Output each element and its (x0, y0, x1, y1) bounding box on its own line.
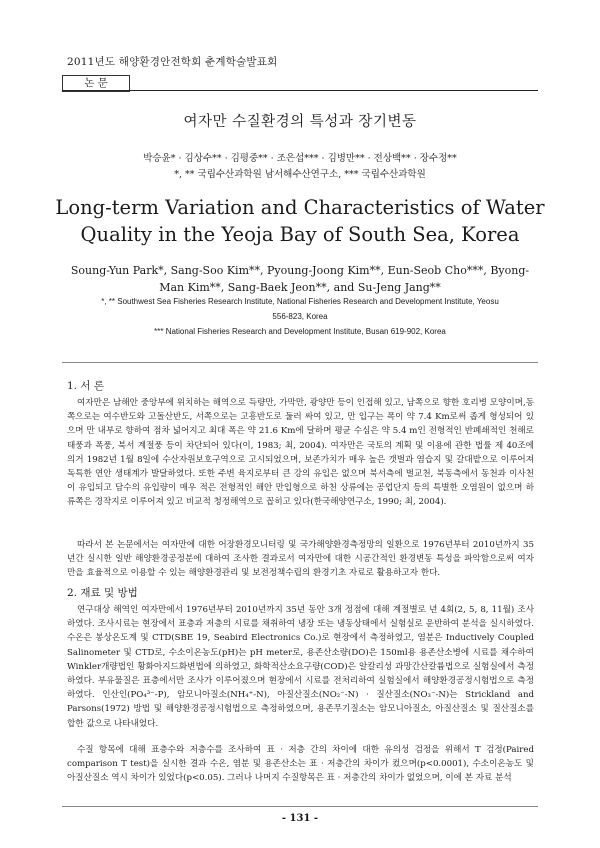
article-type-badge: 논 문 (62, 75, 130, 92)
korean-affiliation: *, ** 국립수산과학원 남서해수산연구소, *** 국립수산과학원 (174, 169, 426, 180)
section-divider (62, 362, 538, 363)
affiliation-line: *, ** Southwest Sea Fisheries Research Institute, National Fisheries Research and Development Institute, Yeosu (101, 297, 499, 306)
english-authors: Soung-Yun Park*, Sang-Soo Kim**, Pyoung-Joong Kim**, Eun-Seob Cho***, Byong-Man Kim**, Sang-Baek Jeon**, and Su-Jeng Jang** (70, 264, 530, 294)
introduction-paragraph: 따라서 본 논문에서는 여자만에 대한 어장환경모니터링 및 국가해양환경측정망의 일환으로 1976년부터 2010년까지 35년간 실시한 일반 해양환경공정분에 대하여 조사한 결과로서 여자만에 대한 시공간적인 환경변동 특성을 파악함으로써 여자만을 효율적으로 이용할 수 있는 해양환경관리 및 보전정책수립의 환경기초 자료로 활용하고자 한다. (67, 540, 534, 579)
methods-paragraph: 연구대상 해역인 여자만에서 1976년부터 2010년까지 35년 동안 3개 정점에 대해 계절별로 년 4회(2, 5, 8, 11월) 조사하였다. 조사시료는 현장에서 표층과 저층의 시료를 채취하여 냉장 또는 냉동상태에서 실험실로 운반하여 분석을 실시하였다. 수온은 봉상온도계 및 CTD(SBE 19, Seabird Electronics Co.)로 현장에서 측정하였고, 염분은 Inductively Coupled Salinometer 및 CTD로, 수소이온농도(pH)는 pH meter로, 용존산소량(DO)은 150ml용 용존산소병에 시료를 채수하여 Winkler개량법인 황화아지드화변법에 의하였고, 화학적산소요구량(COD)은 알칼리성 과망간산칼륨법으로 실험실에서 측정하였다. 부유물질은 표층에서만 조사가 이루어졌으며 현장에서 시료를 전처리하여 실험실에서 해양환경공정시험법으로 측정하였다. 인산인(PO₄³⁻-P), 암모니아질소(NH₄⁺-N), 아질산질소(NO₂⁻-N) · 질산질소(NO₃⁻-N)는 Strickland and Parsons(1972) 방법 및 해양환경공정시험법으로 측정하였으며, 용존무기질소는 암모니아질소, 아질산질소 및 질산질소를 합한 값으로 나타내었다. (67, 605, 534, 729)
affiliation-line: *** National Fisheries Research and Development Institute, Busan 619-902, Korea (154, 327, 446, 336)
korean-authors: 박승윤* · 김상수** · 김평중** · 조은섭*** · 김병만** · 전상백** · 장수정** (143, 153, 457, 164)
footer-rule (62, 806, 538, 807)
methods-paragraph: 수질 항목에 대해 표층수와 저층수를 조사하여 표 · 저층 간의 차이에 대한 유의성 검정을 위해서 T 검정(Paired comparison T test)을 실시한 결과 수온, 염분 및 용존산소는 표 · 저층간의 차이가 컸으며(p<0.0001), 수소이온농도 및 아질산질소 역시 차이가 있었다(p<0.05). 그러나 나머지 수질항목은 표 · 저층간의 차이가 없었으며, 이에 본 자료 분석 (67, 745, 534, 784)
conference-header: 2011년도 해양환경안전학회 춘계학술발표회 (67, 56, 278, 68)
affiliation-line: 556-823, Korea (272, 312, 328, 321)
english-title: Long-term Variation and Characteristics of Water Quality in the Yeoja Bay of South Sea, Korea (55, 196, 545, 246)
introduction-paragraph: 여자만은 남해안 중앙부에 위치하는 해역으로 득량만, 가막만, 광양만 등이 인접해 있고, 남쪽으로 향한 호리병 모양이며,동쪽으로는 여수반도와 고돌산반도, 서쪽으로는 고흥반도로 둘러 싸여 있고, 만 입구는 폭이 약 7.4 Km로써 좁게 형성되어 있으며 만 내부로 향하여 점차 넓어지고 최대 폭은 약 21.6 Km에 달하며 평균 수심은 약 5.4 m인 전형적인 반폐쇄적인 천해로 태풍과 폭풍, 북서 계절풍 등이 차단되어 있다(이, 1983; 최, 2004). 여자만은 국토의 계획 및 이용에 관한 법률 제 40조에 의거 1982년 1월 8일에 수산자원보호구역으로 고시되었으며, 보존가치가 매우 높은 갯벌과 염습지 및 갈대밭으로 이루어져 독특한 연안 생태계가 발달하였다. 또한 주변 육지로부터 큰 강의 유입은 없으며 북서측에 벌교천, 북동측에서 동천과 이사천이 유입되고 담수의 유입량이 매우 적은 전형적인 해안 만입형으로 하천 상류에는 공업단지 등의 특별한 오염원이 없으며 하류쪽은 경작지로 이루어져 있고 비교적 청정해역으로 꼽히고 있다(한국해양연구소, 1990; 최, 2004). (67, 398, 534, 508)
header-rule (62, 90, 538, 91)
section-heading-introduction: 1. 서 론 (67, 380, 104, 392)
section-heading-methods: 2. 재료 및 방법 (67, 587, 138, 599)
korean-title: 여자만 수질환경의 특성과 장기변동 (183, 114, 417, 130)
page-number: - 131 - (281, 813, 319, 824)
english-affiliation (50, 294, 550, 339)
